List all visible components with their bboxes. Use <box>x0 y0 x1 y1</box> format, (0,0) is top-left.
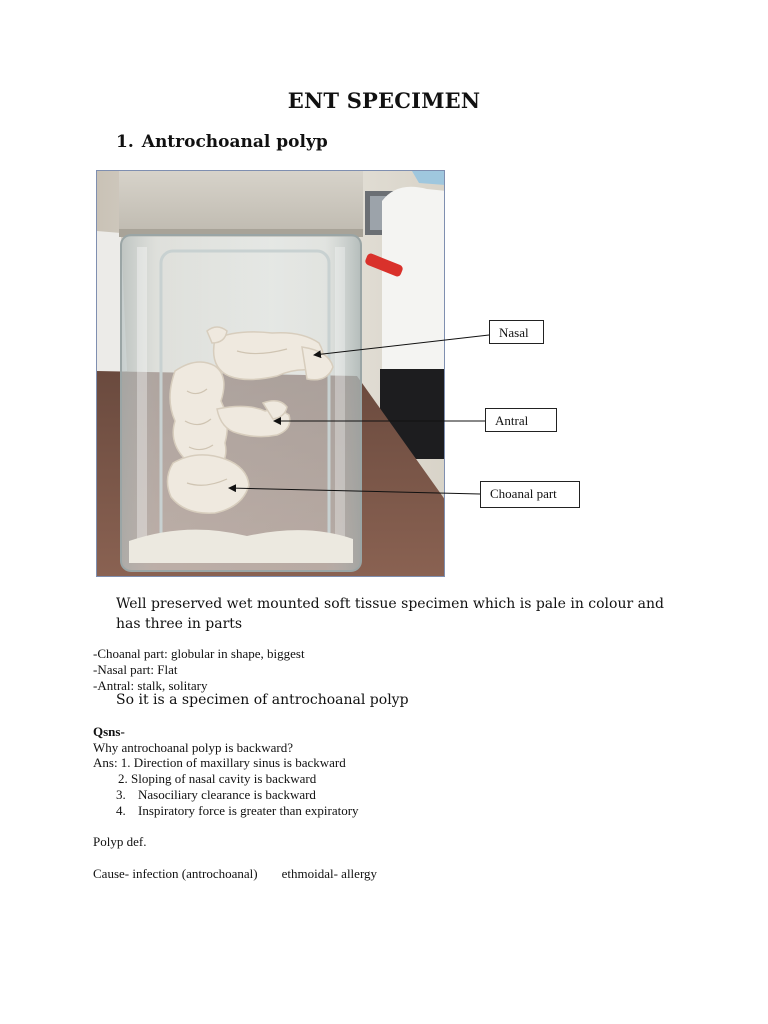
callout-nasal <box>489 320 544 344</box>
callout-antral-label: Antral <box>495 413 529 428</box>
section-number: 1. <box>116 132 134 152</box>
callout-choanal <box>480 481 580 508</box>
part-nasal: -Nasal part: Flat <box>93 662 178 677</box>
specimen-photo <box>96 170 445 577</box>
polyp-definition: Polyp def. <box>93 834 147 849</box>
qsns-heading: Qsns- <box>93 724 125 739</box>
specimen-description: Well preserved wet mounted soft tissue specimen which is pale in colour and has three in parts <box>116 596 664 632</box>
callout-antral <box>485 408 557 432</box>
cause-right: ethmoidal- allergy <box>281 866 378 881</box>
answer-text: Nasociliary clearance is backward <box>138 787 316 802</box>
section-title: Antrochoanal polyp <box>141 132 328 152</box>
answer-lead: Ans: 1. Direction of maxillary sinus is backward <box>93 755 346 770</box>
callout-choanal-label: Choanal part <box>490 486 557 501</box>
cause-left: Cause- infection (antrochoanal) <box>93 866 258 881</box>
answer-text: Inspiratory force is greater than expiratory <box>138 803 359 818</box>
part-choanal: -Choanal part: globular in shape, biggest <box>93 646 305 661</box>
specimen-jar-illustration <box>97 171 445 577</box>
answer-number: 4. <box>116 803 126 818</box>
answer-number: 3. <box>116 787 126 802</box>
section-heading <box>116 132 328 152</box>
callout-nasal-label: Nasal <box>499 325 529 340</box>
question-text: Why antrochoanal polyp is backward? <box>93 740 293 755</box>
answer-item <box>116 803 359 819</box>
part-antral: -Antral: stalk, solitary <box>93 678 208 693</box>
conclusion-text: So it is a specimen of antrochoanal polyp <box>116 692 409 708</box>
page-title: ENT SPECIMEN <box>287 88 481 113</box>
answer-item <box>116 787 316 803</box>
answer-item <box>118 771 316 787</box>
cause-line <box>93 866 377 882</box>
answer-text: Sloping of nasal cavity is backward <box>131 771 317 786</box>
answer-number: 2. <box>118 771 128 786</box>
